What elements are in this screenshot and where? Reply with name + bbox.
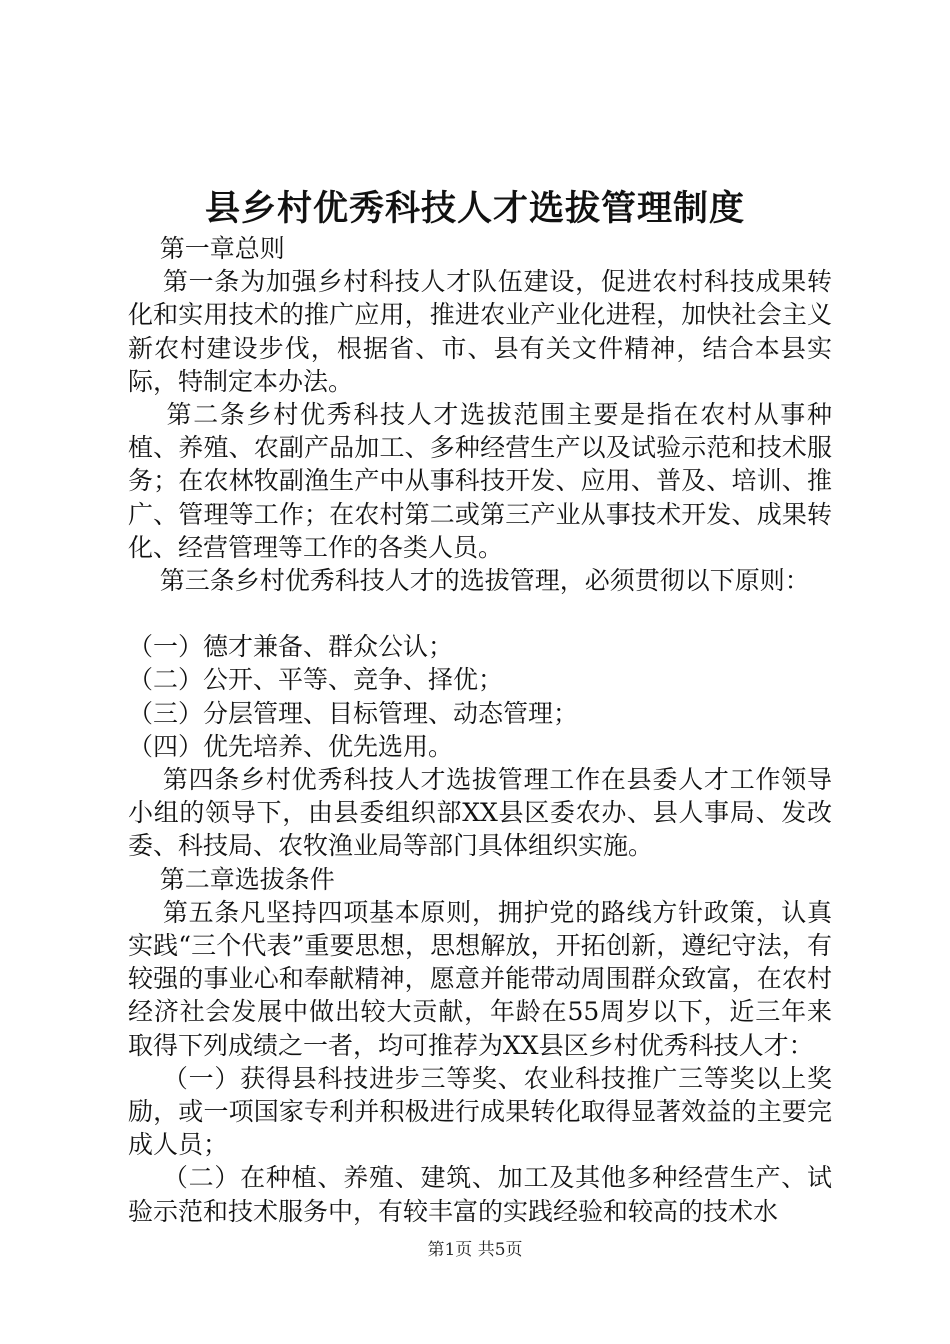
paragraph: 第二条乡村优秀科技人才选拔范围主要是指在农村从事种植、养殖、农副产品加工、多种经营生产以及试验示范和技术服务；在农林牧副渔生产中从事科技开发、应用、普及、培训、推广、管理等工作；在农村第二或第三产业从事技术开发、成果转化、经营管理等工作的各类人员。 bbox=[128, 400, 832, 562]
principle-item: （一）德才兼备、群众公认； bbox=[128, 632, 454, 662]
document-body bbox=[128, 232, 832, 1228]
paragraph: 第四条乡村优秀科技人才选拔管理工作在县委人才工作领导小组的领导下，由县委组织部XX县区委农办、县人事局、发改委、科技局、农牧渔业局等部门具体组织实施。 bbox=[128, 765, 832, 861]
chapter-heading: 第二章选拔条件 bbox=[128, 864, 335, 894]
chapter-heading: 第一章总则 bbox=[128, 234, 285, 263]
paragraph: （一）获得县科技进步三等奖、农业科技推广三等奖以上奖励，或一项国家专利并积极进行成果转化取得显著效益的主要完成人员； bbox=[128, 1063, 832, 1160]
principle-item: （三）分层管理、目标管理、动态管理； bbox=[128, 698, 579, 728]
page-footer: 第1页 共5页 bbox=[427, 1240, 523, 1260]
paragraph: 第五条凡坚持四项基本原则，拥护党的路线方针政策，认真实践“三个代表”重要思想，思想解放，开拓创新，遵纪守法，有较强的事业心和奉献精神，愿意并能带动周围群众致富，在农村经济社会发展中做出较大贡献，年龄在55周岁以下，近三年来取得下列成绩之一者，均可推荐为XX县区乡村优秀科技人才： bbox=[128, 897, 832, 1060]
principle-item: （二）公开、平等、竞争、择优； bbox=[128, 665, 504, 695]
paragraph: 第一条为加强乡村科技人才队伍建设，促进农村科技成果转化和实用技术的推广应用，推进农业产业化进程，加快社会主义新农村建设步伐，根据省、市、县有关文件精神，结合本县实际，特制定本办法。 bbox=[128, 267, 832, 396]
paragraph: （二）在种植、养殖、建筑、加工及其他多种经营生产、试验示范和技术服务中，有较丰富的实践经验和较高的技术水 bbox=[128, 1163, 832, 1226]
document-title: 县乡村优秀科技人才选拔管理制度 bbox=[204, 188, 745, 229]
principle-item: （四）优先培养、优先选用。 bbox=[128, 731, 454, 761]
paragraph: 第三条乡村优秀科技人才的选拔管理，必须贯彻以下原则： bbox=[128, 566, 810, 596]
